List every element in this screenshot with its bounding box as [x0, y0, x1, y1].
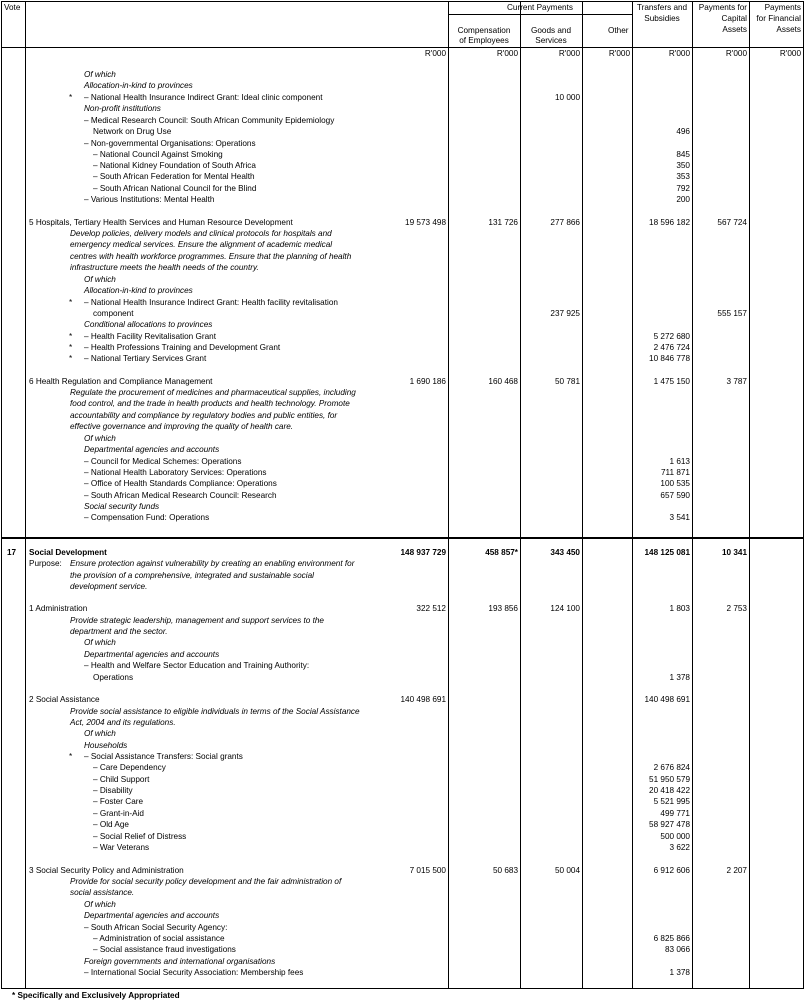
- goods-services-cell: 10 000: [554, 93, 580, 102]
- row-label: Develop policies, delivery models and clinical protocols for hospitals and: [70, 229, 332, 238]
- row-label: social assistance.: [70, 888, 135, 897]
- transfers-cell: 6 912 606: [653, 866, 690, 875]
- row-label: Households: [84, 741, 128, 750]
- goods-services-cell: 237 925: [550, 309, 580, 318]
- col-divider: [25, 2, 26, 988]
- header-capital: Payments for: [698, 3, 747, 12]
- row-label: – Health Professions Training and Development Grant: [84, 343, 281, 352]
- row-label: – Non-governmental Organisations: Operations: [84, 139, 256, 148]
- transfers-cell: 353: [676, 172, 690, 181]
- row-label: – Social Relief of Distress: [93, 832, 187, 841]
- compensation-cell: 193 856: [488, 604, 518, 613]
- row-label: Of which: [84, 900, 116, 909]
- transfers-cell: 20 418 422: [649, 786, 690, 795]
- row-label: 6 Health Regulation and Compliance Management: [29, 377, 213, 386]
- row-label: Of which: [84, 275, 116, 284]
- goods-services-cell: 124 100: [550, 604, 580, 613]
- row-label: Allocation-in-kind to provinces: [84, 81, 193, 90]
- col-divider: [582, 2, 583, 988]
- row-label: Regulate the procurement of medicines and pharmaceutical supplies, including: [70, 388, 356, 397]
- unit-other: R'000: [608, 49, 630, 58]
- row-label: Of which: [84, 434, 116, 443]
- row-label: *: [69, 332, 73, 341]
- row-label: – Council for Medical Schemes: Operations: [84, 457, 242, 466]
- header-subline: [448, 14, 632, 15]
- row-label: Social security funds: [84, 502, 160, 511]
- transfers-cell: 5 521 995: [653, 797, 690, 806]
- row-label: Provide strategic leadership, management and support services to the: [70, 616, 324, 625]
- row-label: 17: [7, 548, 17, 557]
- row-label: centres with health workforce programmes. Ensure that the planning of health: [70, 252, 352, 261]
- row-label: Foreign governments and international organisations: [84, 957, 276, 966]
- row-label: Network on Drug Use: [93, 127, 172, 136]
- row-label: *: [69, 298, 73, 307]
- capital-assets-cell: 2 207: [726, 866, 747, 875]
- transfers-cell: 10 846 778: [649, 354, 690, 363]
- row-label: infrastructure meets the health needs of the country.: [70, 263, 259, 272]
- header-transfers-2: Subsidies: [644, 14, 680, 23]
- transfers-cell: 1 613: [669, 457, 690, 466]
- total-cell: 322 512: [416, 604, 446, 613]
- row-label: *: [69, 93, 73, 102]
- row-label: accountability and compliance by regulatory bodies and public entities, for: [70, 411, 338, 420]
- row-label: Of which: [84, 638, 116, 647]
- transfers-cell: 1 803: [669, 604, 690, 613]
- transfers-cell: 140 498 691: [644, 695, 690, 704]
- row-label: – Child Support: [93, 775, 150, 784]
- transfers-cell: 657 590: [660, 491, 690, 500]
- row-label: – South African National Council for the Blind: [93, 184, 257, 193]
- row-label: Conditional allocations to provinces: [84, 320, 213, 329]
- col-divider: [520, 2, 521, 988]
- goods-services-cell: 50 004: [554, 866, 580, 875]
- row-label: Of which: [84, 70, 116, 79]
- transfers-cell: 1 378: [669, 968, 690, 977]
- header-goods: Goods and: [530, 26, 572, 35]
- row-label: – Medical Research Council: South African Community Epidemiology: [84, 116, 335, 125]
- row-label: Provide social assistance to eligible individuals in terms of the Social Assistance: [70, 707, 360, 716]
- col-divider: [632, 2, 633, 988]
- total-cell: 148 937 729: [400, 548, 446, 557]
- row-label: *: [69, 343, 73, 352]
- header-compensation: Compensation: [457, 26, 511, 35]
- transfers-cell: 200: [676, 195, 690, 204]
- row-label: 1 Administration: [29, 604, 88, 613]
- row-label: department and the sector.: [70, 627, 168, 636]
- row-label: emergency medical services. Ensure the alignment of academic medical: [70, 240, 333, 249]
- compensation-cell: 458 857*: [485, 548, 518, 557]
- row-label: component: [93, 309, 134, 318]
- compensation-cell: 131 726: [488, 218, 518, 227]
- col-divider: [692, 2, 693, 988]
- row-label: – Health Facility Revitalisation Grant: [84, 332, 216, 341]
- transfers-cell: 500 000: [660, 832, 690, 841]
- transfers-cell: 148 125 081: [644, 548, 690, 557]
- row-label: Departmental agencies and accounts: [84, 911, 220, 920]
- transfers-cell: 100 535: [660, 479, 690, 488]
- transfers-cell: 496: [676, 127, 690, 136]
- row-label: – National Council Against Smoking: [93, 150, 223, 159]
- row-label: – Social Assistance Transfers: Social grants: [84, 752, 243, 761]
- transfers-cell: 792: [676, 184, 690, 193]
- transfers-cell: 2 676 824: [653, 763, 690, 772]
- row-label: *: [69, 354, 73, 363]
- row-label: – Health and Welfare Sector Education and Training Authority:: [84, 661, 310, 670]
- transfers-cell: 1 475 150: [653, 377, 690, 386]
- transfers-cell: 350: [676, 161, 690, 170]
- row-label: – Foster Care: [93, 797, 144, 806]
- row-label: – South African Federation for Mental Health: [93, 172, 255, 181]
- transfers-cell: 83 066: [664, 945, 690, 954]
- transfers-cell: 58 927 478: [649, 820, 690, 829]
- row-label: – Administration of social assistance: [93, 934, 225, 943]
- header-financial-3: Assets: [776, 25, 801, 34]
- row-label: effective governance and improving the quality of health care.: [70, 422, 294, 431]
- transfers-cell: 5 272 680: [653, 332, 690, 341]
- transfers-cell: 3 541: [669, 513, 690, 522]
- transfers-cell: 1 378: [669, 673, 690, 682]
- row-label: Allocation-in-kind to provinces: [84, 286, 193, 295]
- row-label: – Compensation Fund: Operations: [84, 513, 210, 522]
- row-label: – Old Age: [93, 820, 129, 829]
- header-capital-2: Capital: [721, 14, 747, 23]
- row-label: – National Kidney Foundation of South Africa: [93, 161, 256, 170]
- row-label: – War Veterans: [93, 843, 150, 852]
- row-label: Act, 2004 and its regulations.: [70, 718, 176, 727]
- transfers-cell: 18 596 182: [649, 218, 690, 227]
- row-label: food control, and the trade in health products and health technology. Promote: [70, 399, 350, 408]
- capital-assets-cell: 2 753: [726, 604, 747, 613]
- total-cell: 140 498 691: [400, 695, 446, 704]
- row-label: Departmental agencies and accounts: [84, 650, 220, 659]
- row-label: Departmental agencies and accounts: [84, 445, 220, 454]
- goods-services-cell: 277 866: [550, 218, 580, 227]
- total-cell: 19 573 498: [405, 218, 446, 227]
- total-cell: 7 015 500: [409, 866, 446, 875]
- header-financial-2: for Financial: [756, 14, 801, 23]
- row-label: Non-profit institutions: [84, 104, 161, 113]
- capital-assets-cell: 555 157: [717, 309, 747, 318]
- appropriation-table: [1, 1, 804, 989]
- row-label: 5 Hospitals, Tertiary Health Services and Human Resource Development: [29, 218, 293, 227]
- header-vote: Vote: [4, 3, 21, 12]
- row-label: Of which: [84, 729, 116, 738]
- goods-services-cell: 343 450: [550, 548, 580, 557]
- row-label: – National Tertiary Services Grant: [84, 354, 207, 363]
- header-capital-3: Assets: [722, 25, 747, 34]
- row-label: – Care Dependency: [93, 763, 166, 772]
- unit-financial: R'000: [779, 49, 801, 58]
- capital-assets-cell: 10 341: [721, 548, 747, 557]
- row-label: – Social assistance fraud investigations: [93, 945, 236, 954]
- row-label: Provide for social security policy development and the fair administration of: [70, 877, 342, 886]
- row-label: Operations: [93, 673, 134, 682]
- header-transfers: Transfers and: [636, 3, 688, 12]
- col-divider: [749, 2, 750, 988]
- row-label: – National Health Laboratory Services: Operations: [84, 468, 267, 477]
- row-label: 2 Social Assistance: [29, 695, 100, 704]
- unit-capital: R'000: [725, 49, 747, 58]
- row-label: – South African Medical Research Council: Research: [84, 491, 277, 500]
- col-divider: [448, 2, 449, 988]
- transfers-cell: 499 771: [660, 809, 690, 818]
- row-label: – National Health Insurance Indirect Grant: Ideal clinic component: [84, 93, 323, 102]
- footnote: * Specifically and Exclusively Appropriated: [12, 991, 180, 1000]
- row-label: – International Social Security Association: Membership fees: [84, 968, 304, 977]
- transfers-cell: 845: [676, 150, 690, 159]
- header-goods-2: Services: [535, 36, 567, 45]
- total-cell: 1 690 186: [409, 377, 446, 386]
- row-label: – Various Institutions: Mental Health: [84, 195, 215, 204]
- row-label: – Grant-in-Aid: [93, 809, 144, 818]
- row-label: Social Development: [29, 548, 107, 557]
- transfers-cell: 2 476 724: [653, 343, 690, 352]
- compensation-cell: 160 468: [488, 377, 518, 386]
- capital-assets-cell: 3 787: [726, 377, 747, 386]
- row-label: – Disability: [93, 786, 133, 795]
- unit-total: R'000: [424, 49, 446, 58]
- header-financial: Payments: [764, 3, 801, 12]
- goods-services-cell: 50 781: [554, 377, 580, 386]
- transfers-cell: 51 950 579: [649, 775, 690, 784]
- compensation-cell: 50 683: [492, 866, 518, 875]
- capital-assets-cell: 567 724: [717, 218, 747, 227]
- row-label: development service.: [70, 582, 148, 591]
- header-other: Other: [608, 26, 629, 35]
- row-label: 3 Social Security Policy and Administration: [29, 866, 184, 875]
- row-label: – National Health Insurance Indirect Grant: Health facility revitalisation: [84, 298, 338, 307]
- transfers-cell: 3 622: [669, 843, 690, 852]
- row-label: – Office of Health Standards Compliance: Operations: [84, 479, 277, 488]
- row-label: Ensure protection against vulnerability by creating an enabling environment for: [70, 559, 355, 568]
- header-compensation-2: of Employees: [459, 36, 509, 45]
- row-label: – South African Social Security Agency:: [84, 923, 228, 932]
- header-line: [2, 47, 804, 48]
- row-label: Purpose:: [29, 559, 62, 568]
- unit-transfers: R'000: [668, 49, 690, 58]
- transfers-cell: 711 871: [661, 468, 690, 477]
- row-label: the provision of a comprehensive, integrated and sustainable social: [70, 571, 314, 580]
- row-label: *: [69, 752, 73, 761]
- unit-goods: R'000: [558, 49, 580, 58]
- transfers-cell: 6 825 866: [653, 934, 690, 943]
- unit-compensation: R'000: [496, 49, 518, 58]
- vote-separator: [2, 537, 804, 539]
- header-current-payments: Current Payments: [507, 3, 573, 12]
